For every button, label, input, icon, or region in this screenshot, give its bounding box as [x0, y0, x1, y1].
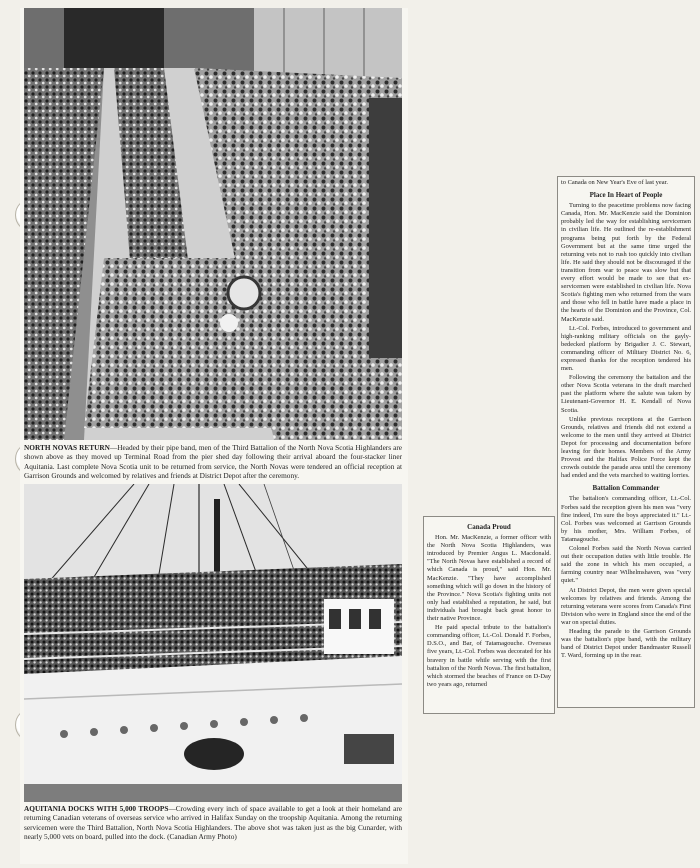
clipping-aquitania-docks	[20, 484, 408, 864]
paragraph-right-5: The battalion's commanding officer, Lt.-Col. Forbes said the reception given his men was "very fine indeed, I'm sure the boys appreciated it." Lt.-Col. Forbes was welcomed at Garrison Grounds by his mother, Mrs. William Forbes, of Tatamagouche.	[561, 495, 691, 543]
paragraph-right-7: At District Depot, the men were given special welcomes by relatives and friends. Among the returning veterans were scores from Canada's First Division who were in England since the end of the war on special duties.	[561, 586, 691, 626]
paragraph-right-6: Colonel Forbes said the North Novas carried out their occupation duties with little trouble. He said the zone in which his men occupied, a farming country near Wilhelmshaven, was "very quiet."	[561, 545, 691, 585]
caption-north-novas	[24, 443, 402, 481]
clipping-right-column	[557, 176, 695, 708]
paragraph-canada-proud-1: Hon. Mr. MacKenzie, a former officer with the North Nova Scotia Highlanders, was introduced by Premier Angus L. Macdonald. "The North Novas have established a record of which Canada is proud," said Hon. Mr. MacKenzie. "They have accomplished something which will go down in the history of the Province." Nova Scotia's fighting units not only had established a reputation, he said, but individuals had brought back great honor to their native Province.	[427, 534, 551, 623]
photo-parade-terminal-road	[24, 8, 402, 440]
paragraph-right-2: Lt.-Col. Forbes, introduced to government and high-ranking military officials on the gayly-bedecked platform by Brigadier J. C. Stewart, commanding officer of Military District No. 6, expressed thanks for the reception tendered his men.	[561, 324, 691, 373]
heading-battalion-commander: Battalion Commander	[592, 484, 660, 493]
caption-text-aquitania: —Crowding every inch of space available to get a look at their homeland are returning Canadian veterans of overseas service who arrived in Halifax Sunday on the troopship Aquitania. Among the returning servicemen were the Third Battalion, North Nova Scotia Highlanders. The above shot was taken just as the big Cunarder, with nearly 5,000 vets on board, pulled into the dock. (Canadian Army Photo)	[24, 804, 402, 842]
caption-text-north-novas: —Headed by their pipe band, men of the Third Battalion of the North Nova Scotia Highlanders are shown above as they moved up Terminal Road from the pier shed day following their arrival aboard the four-stacker liner Aquitania. Last complete Nova Scotia unit to be returned from service, the North Novas were tendered an official reception at Garrison Grounds and welcomed by relatives and friends at District Depot after the ceremony.	[24, 443, 402, 481]
paragraph-canada-proud-2: He paid special tribute to the battalion's commanding officer, Lt.-Col. Donald F. Forbes, D.S.O., and Bar, of Tatamagouche. Overseas five years, Lt.-Col. Forbes was decorated for his bravery in battle while serving with the first battalion of the North Novas. The first battalion, which stormed the beaches of France on D-Day two years ago, returned	[427, 624, 551, 688]
heading-place-in-heart: Place In Heart of People	[589, 191, 663, 200]
clipping-canada-proud	[423, 516, 555, 714]
paragraph-right-top: to Canada on New Year's Eve of last year.	[561, 179, 668, 186]
caption-title-aquitania: AQUITANIA DOCKS WITH 5,000 TROOPS	[24, 804, 169, 813]
heading-canada-proud: Canada Proud	[467, 523, 511, 531]
paragraph-right-8: Heading the parade to the Garrison Grounds was the battalion's pipe band, with the military band of District Depot under Bandmaster Russell T. Ward, forming up in the rear.	[561, 627, 691, 660]
paragraph-right-1: Turning to the peacetime problems now facing Canada, Hon. Mr. MacKenzie said the Dominion probably led the way for establishing servicemen in civilian life. He outlined the re-establishment programs being put forth by the Federal Government but at the same time urged the returning vets not to rush too quickly into civilian life. He said they should not be discouraged if the transition from war to peace was slow but that every effort would be made to see that ex-servicemen were established in civilian life. Nova Scotia's fighting men who returned from the wars and those who fell in battle have made a place in the hearts of the Dominion and the Province, Col. MacKenzie said.	[561, 202, 691, 323]
caption-aquitania	[24, 804, 402, 842]
paragraph-right-3: Following the ceremony the battalion and the other Nova Scotia veterans in the draft marched past the platform where the salute was taken by Lieutenant-Governor H. E. Kendall of Nova Scotia.	[561, 374, 691, 414]
paragraph-right-4: Unlike previous receptions at the Garrison Grounds, relatives and friends did not extend a welcome to the men until they arrived at District Depot for processing and documentation before leaving for their homes. Members of the Army Provost and the Halifax Police Force kept the crowds outside the parade area until the ceremony had ended and the vets marched to waiting lorries.	[561, 415, 691, 480]
clipping-north-novas-return	[20, 8, 408, 506]
caption-title-north-novas: NORTH NOVAS RETURN	[24, 443, 110, 452]
photo-aquitania-troopship	[24, 484, 402, 802]
